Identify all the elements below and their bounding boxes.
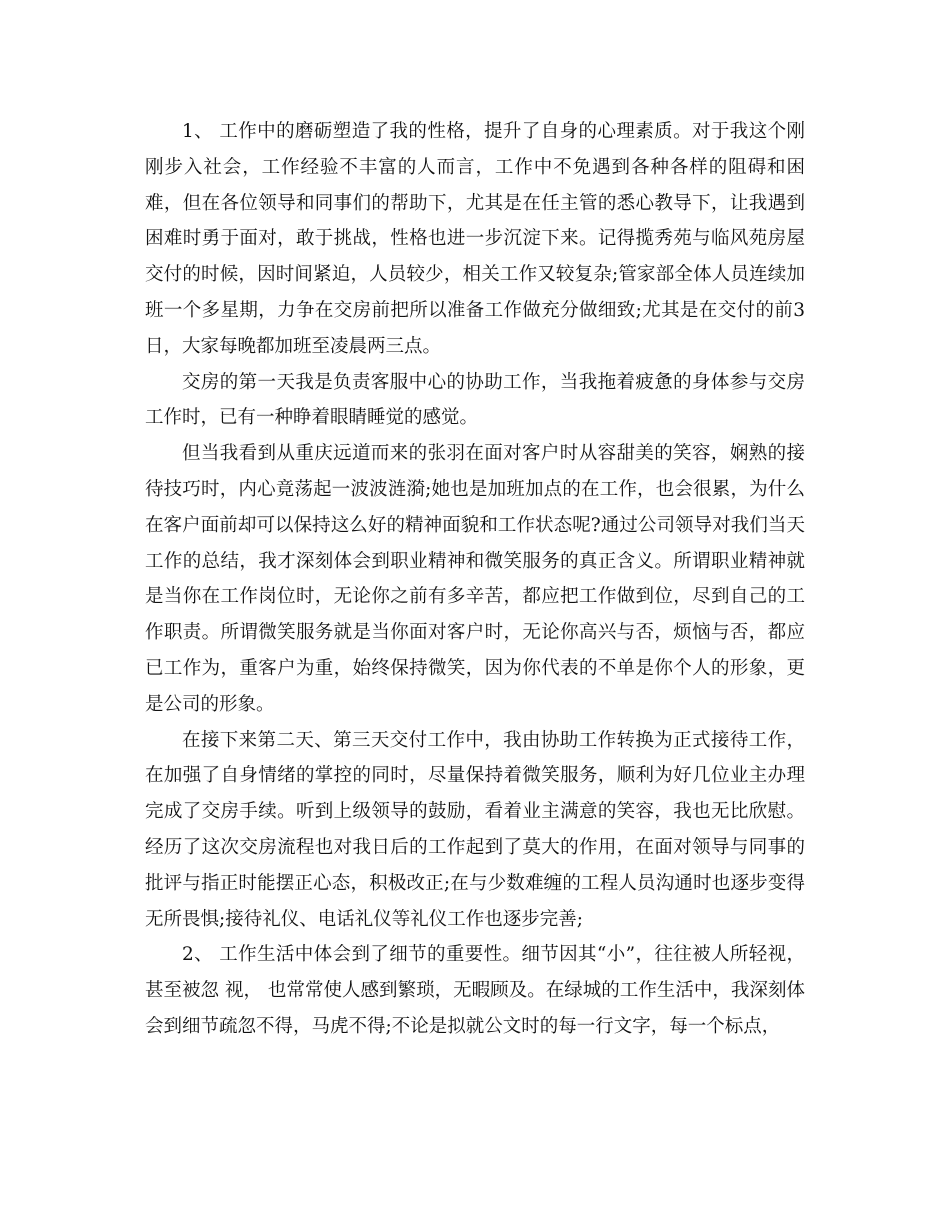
paragraph-4: 在接下来第二天、第三天交付工作中，我由协助工作转换为正式接待工作，在加强了自身情绪的掌控的同时，尽量保持着微笑服务，顺利为好几位业主办理完成了交房手续。听到上级领导的鼓励，看着业主满意的笑容，我也无比欣慰。经历了这次交房流程也对我日后的工作起到了莫大的作用，在面对领导与同事的批评与指正时能摆正心态，积极改正;在与少数难缠的工程人员沟通时也逐步变得无所畏惧;接待礼仪、电话礼仪等礼仪工作也逐步完善; — [145, 729, 805, 930]
paragraph-2: 交房的第一天我是负责客服中心的协助工作，当我拖着疲惫的身体参与交房工作时，已有一种睁着眼睛睡觉的感觉。 — [145, 371, 805, 429]
paragraph-1: 1、 工作中的磨砺塑造了我的性格，提升了自身的心理素质。对于我这个刚刚步入社会，工作经验不丰富的人而言，工作中不免遇到各种各样的阻碍和困难，但在各位领导和同事们的帮助下，尤其是在任主管的悉心教导下，让我遇到困难时勇于面对，敢于挑战，性格也进一步沉淀下来。记得揽秀苑与临风苑房屋交付的时候，因时间紧迫，人员较少，相关工作又较复杂;管家部全体人员连续加班一个多星期，力争在交房前把所以准备工作做充分做细致;尤其是在交付的前3日，大家每晚都加班至凌晨两三点。 — [145, 121, 805, 357]
paragraph-3: 但当我看到从重庆远道而来的张羽在面对客户时从容甜美的笑容，娴熟的接待技巧时，内心竟荡起一波波涟漪;她也是加班加点的在工作，也会很累，为什么在客户面前却可以保持这么好的精神面貌和工作状态呢?通过公司领导对我们当天工作的总结，我才深刻体会到职业精神和微笑服务的真正含义。所谓职业精神就是当你在工作岗位时，无论你之前有多辛苦，都应把工作做到位，尽到自己的工作职责。所谓微笑服务就是当你面对客户时，无论你高兴与否，烦恼与否，都应已工作为，重客户为重，始终保持微笑，因为你代表的不单是你个人的形象，更是公司的形象。 — [145, 443, 805, 715]
paragraph-5: 2、 工作生活中体会到了细节的重要性。细节因其“小”，往往被人所轻视，甚至被忽 视， 也常常使人感到繁琐，无暇顾及。在绿城的工作生活中，我深刻体会到细节疏忽不得，马虎不得;不论是拟就公文时的每一行文字，每一个标点， — [145, 944, 805, 1037]
document-body — [145, 114, 805, 1045]
